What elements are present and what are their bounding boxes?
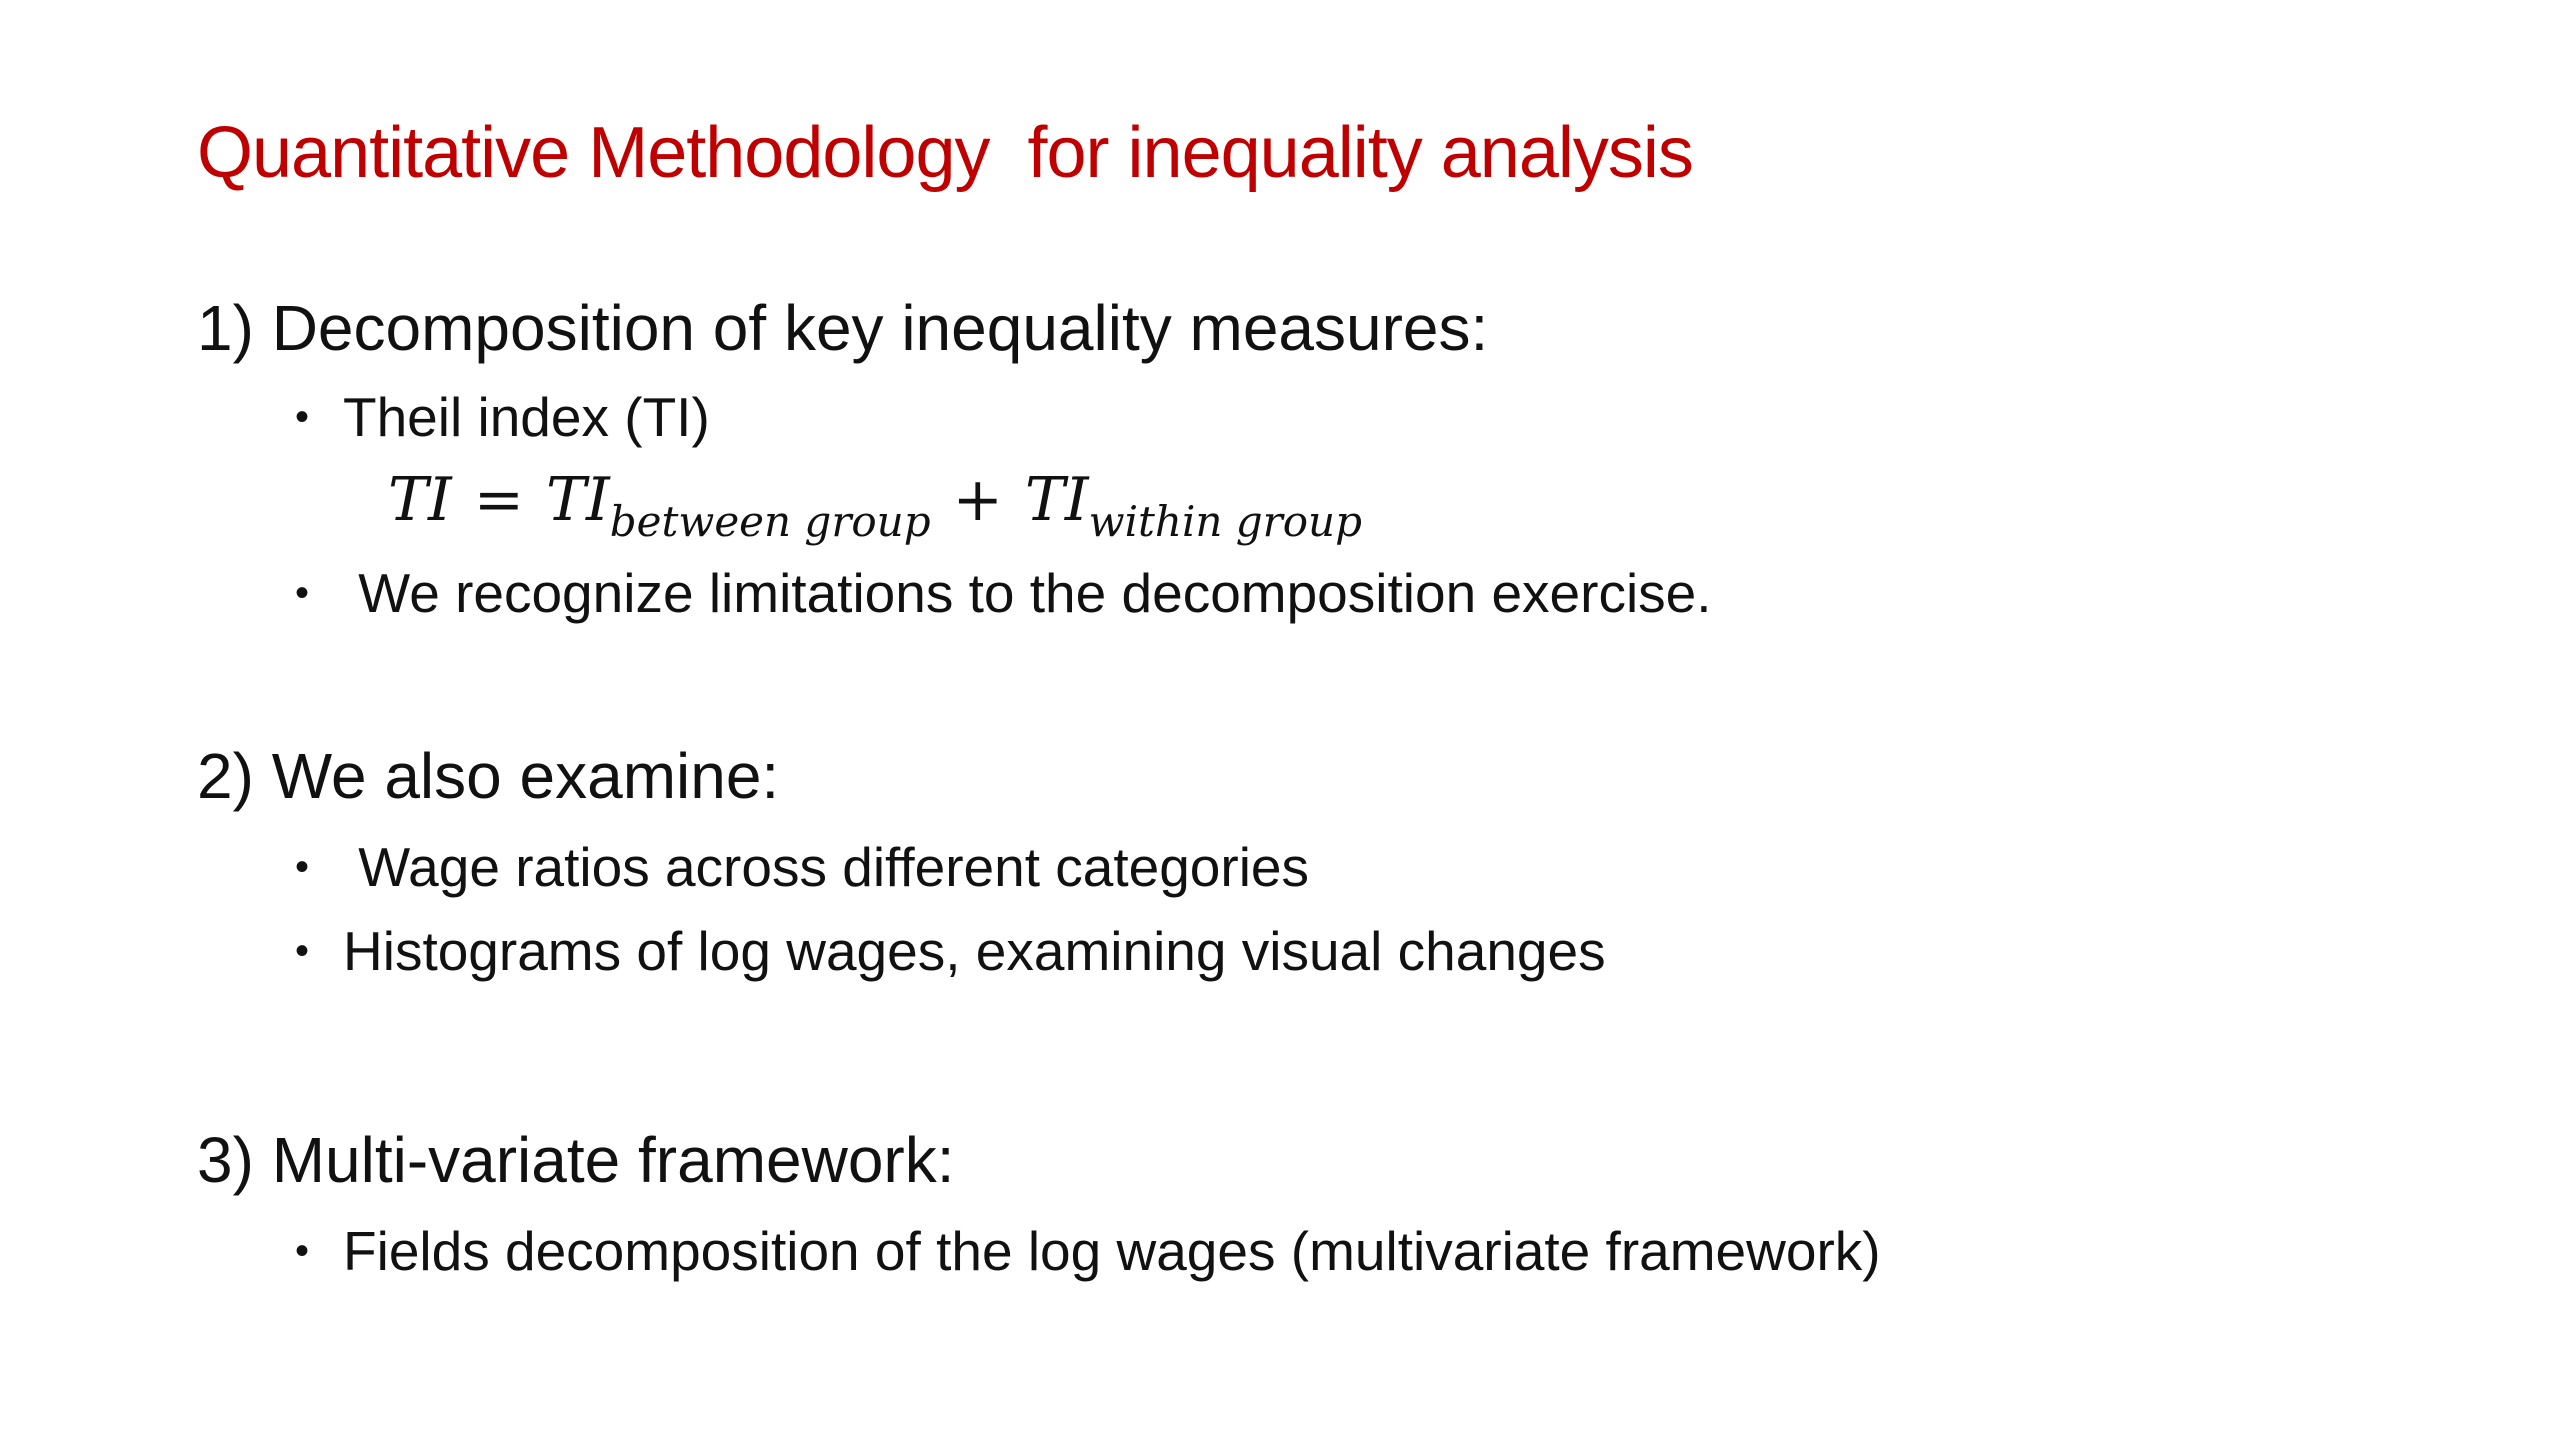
formula-lhs: TI: [388, 465, 452, 535]
section-1-heading: 1) Decomposition of key inequality measures:: [197, 292, 1489, 364]
formula-sub-between: between group: [609, 497, 931, 546]
section-1-bullet-1: [295, 384, 710, 450]
formula-term-between: TI: [546, 465, 610, 535]
bullet-text: Fields decomposition of the log wages (multivariate framework): [343, 1220, 1881, 1282]
slide-title: Quantitative Methodology for inequality analysis: [197, 113, 1693, 193]
section-1-bullet-2: [295, 560, 1712, 626]
section-3-heading: 3) Multi-variate framework:: [197, 1124, 955, 1196]
bullet-icon: •: [295, 929, 310, 973]
bullet-icon: •: [295, 845, 310, 889]
section-2-bullet-1: [295, 834, 1309, 900]
bullet-text: We recognize limitations to the decomposition exercise.: [343, 562, 1712, 624]
section-2-heading: 2) We also examine:: [197, 740, 780, 812]
bullet-text: Theil index (TI): [343, 386, 710, 448]
bullet-icon: •: [295, 395, 310, 439]
formula-plus: +: [952, 465, 1003, 535]
bullet-icon: •: [295, 571, 310, 615]
bullet-text: Wage ratios across different categories: [343, 836, 1310, 898]
bullet-text: Histograms of log wages, examining visual changes: [343, 920, 1606, 982]
formula-term-within: TI: [1024, 465, 1089, 535]
section-3-bullet-1: [295, 1218, 1881, 1284]
formula-equals: =: [473, 465, 525, 535]
theil-formula: [388, 462, 1362, 546]
bullet-icon: •: [295, 1229, 310, 1273]
formula-sub-within: within group: [1088, 497, 1362, 546]
section-2-bullet-2: [295, 918, 1606, 984]
